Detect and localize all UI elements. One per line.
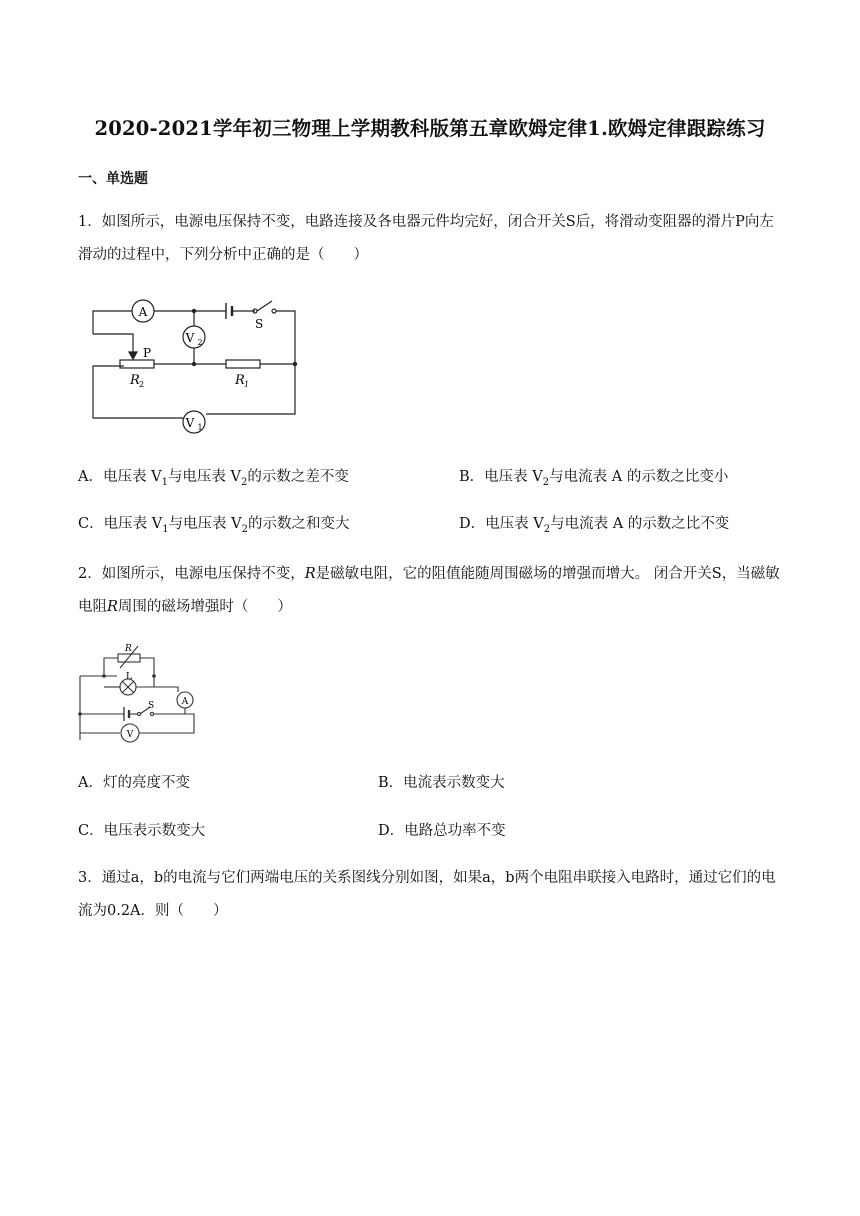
- q1-option-d: D．电压表 $V_2$与电流表 A 的示数之比不变: [459, 516, 730, 535]
- question-1-text: 1．如图所示，电源电压保持不变，电路连接及各电器元件均完好，闭合开关S后，将滑动变阻器的滑片P向左滑动的过程中，下列分析中正确的是（ ）: [78, 214, 774, 263]
- document-title: 2020-2021学年初三物理上学期教科版第五章欧姆定律1.欧姆定律跟踪练习: [94, 117, 766, 140]
- ammeter-a2-label: A: [181, 697, 189, 707]
- r1-label: R: [235, 373, 245, 388]
- q2-option-a: A．灯的亮度不变: [78, 775, 190, 791]
- v1-label: V: [185, 416, 195, 430]
- voltmeter-label: V: [126, 730, 134, 740]
- lamp-label: L: [126, 672, 132, 682]
- resistor-r1: [226, 360, 260, 368]
- question-2-text: 2．如图所示，电源电压保持不变，R是磁敏电阻，它的阻值能随周围磁场的增强而增大。 闭合开关S，当磁敏电阻R周围的磁场增强时（ ）: [78, 566, 780, 615]
- slider-label: P: [143, 346, 152, 360]
- question-1-circuit-diagram: [80, 296, 310, 442]
- switch-s-label: S: [148, 701, 155, 711]
- v2-label: V: [185, 331, 195, 345]
- q1-option-c: C．电压表 $V_1$与电压表 $V_2$的示数之和变大: [78, 516, 350, 535]
- resistor-r2: [120, 360, 154, 368]
- r1-label-sub: 1: [244, 380, 250, 389]
- question-2-circuit-diagram: [80, 640, 205, 742]
- switch-label: S: [255, 317, 264, 331]
- r2-label-sub: 2: [139, 380, 145, 389]
- magneto-resistor-r: [118, 654, 140, 662]
- r2-label: R: [130, 373, 140, 388]
- v2-label-sub: 2: [197, 338, 203, 347]
- ammeter-label: A: [138, 305, 148, 319]
- r-label: R: [125, 644, 132, 654]
- question-3-text: 3．通过a，b的电流与它们两端电压的关系图线分别如图，如果a，b两个电阻串联接入电路时，通过它们的电流为0.2A．则（ ）: [78, 870, 776, 919]
- q2-option-b: B．电流表示数变大: [378, 775, 505, 791]
- q2-option-d: D．电路总功率不变: [378, 823, 506, 839]
- q1-option-b: B．电压表 $V_2$与电流表 A 的示数之比变小: [459, 469, 729, 488]
- q1-option-a: A．电压表 $V_1$与电压表 $V_2$的示数之差不变: [78, 469, 349, 488]
- v1-label-sub: 1: [197, 423, 203, 432]
- q2-option-c: C．电压表示数变大: [78, 823, 206, 839]
- section-heading: 一、单选题: [78, 171, 148, 187]
